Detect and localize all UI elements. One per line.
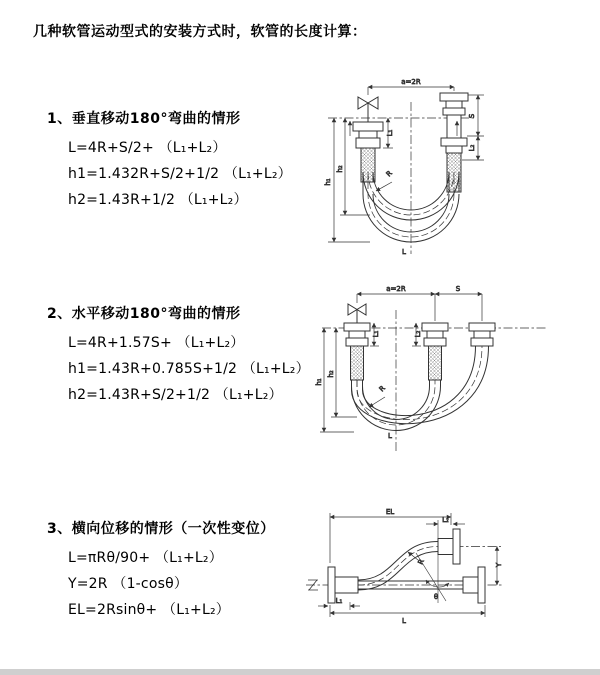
hose-u-curves	[352, 346, 489, 431]
dim-label-l2: L₂	[414, 330, 422, 338]
section-1-heading: 1、垂直移动180°弯曲的情形	[47, 111, 241, 127]
hose-s-curve	[358, 542, 438, 591]
braided-hose-section	[351, 346, 364, 380]
dimensions	[318, 508, 503, 625]
dim-label-radius: R	[416, 558, 426, 566]
section-3-formula-L: L=πRθ/90+ （L₁+L₂）	[68, 550, 223, 566]
dim-label-l1: L₁	[335, 597, 343, 605]
section-vertical-move	[47, 108, 317, 213]
right-pipe-fitting	[440, 93, 468, 192]
dimensions	[315, 285, 482, 440]
dim-label-l2: L₂	[442, 516, 449, 524]
dim-label-h1: h₁	[324, 178, 332, 186]
page-bottom-edge	[0, 669, 600, 675]
dim-label-length: L	[388, 432, 392, 440]
braided-hose-section	[429, 346, 442, 380]
section-2-heading: 2、水平移动180°弯曲的情形	[47, 306, 241, 322]
dim-label-l1: L₁	[372, 330, 380, 338]
section-1-formula-L: L=4R+S/2+ （L₁+L₂）	[68, 140, 227, 156]
valve-icon	[348, 304, 366, 323]
dim-label-el: EL	[385, 508, 395, 516]
dim-label-y: Y	[495, 562, 503, 568]
dim-label-a2r: a=2R	[401, 78, 421, 86]
dim-label-l1: L₁	[386, 129, 394, 137]
left-pipe-fitting	[344, 323, 370, 380]
dim-label-h2: h₂	[336, 165, 344, 173]
section-2-formula-h2: h2=1.43R+S/2+1/2 （L₁+L₂）	[68, 387, 283, 403]
middle-pipe-fitting	[422, 323, 448, 380]
section-1-formula-h2: h2=1.43R+1/2 （L₁+L₂）	[68, 192, 248, 208]
section-lateral-displacement	[47, 518, 317, 623]
dim-label-h2: h₂	[327, 370, 335, 378]
section-3-heading: 3、横向位移的情形（一次性变位）	[47, 521, 275, 537]
section-2-formula-L: L=4R+1.57S+ （L₁+L₂）	[68, 335, 245, 351]
dim-label-s: S	[455, 285, 461, 293]
dim-label-theta: θ	[433, 593, 439, 601]
dim-label-h1: h₁	[315, 378, 323, 386]
page-title: 几种软管运动型式的安装方式时，软管的长度计算：	[33, 24, 367, 40]
right-pipe-fitting-moved	[469, 323, 495, 346]
dim-label-a2r: a=2R	[386, 285, 406, 293]
section-horizontal-move	[47, 303, 317, 408]
diagram-vertical-180-bend	[312, 74, 592, 260]
diagram-horizontal-180-bend	[312, 280, 592, 456]
diagram-lateral-displacement	[298, 503, 598, 640]
dim-label-radius: R	[377, 384, 387, 394]
section-3-formula-Y: Y=2R （1-cosθ）	[68, 576, 189, 592]
section-1-formula-h1: h1=1.432R+S/2+1/2 （L₁+L₂）	[68, 166, 292, 182]
section-2-formula-h1: h1=1.43R+0.785S+1/2 （L₁+L₂）	[68, 361, 310, 377]
dim-label-length: L	[402, 248, 406, 256]
section-3-formula-EL: EL=2Rsinθ+ （L₁+L₂）	[68, 602, 230, 618]
dim-label-length: L	[402, 617, 406, 625]
displaced-flange-fitting	[438, 529, 460, 564]
dim-label-l2: L₂	[468, 144, 476, 152]
dim-label-radius: R	[384, 169, 394, 179]
left-flange-fitting	[328, 567, 358, 603]
dim-label-s: S	[468, 113, 476, 119]
